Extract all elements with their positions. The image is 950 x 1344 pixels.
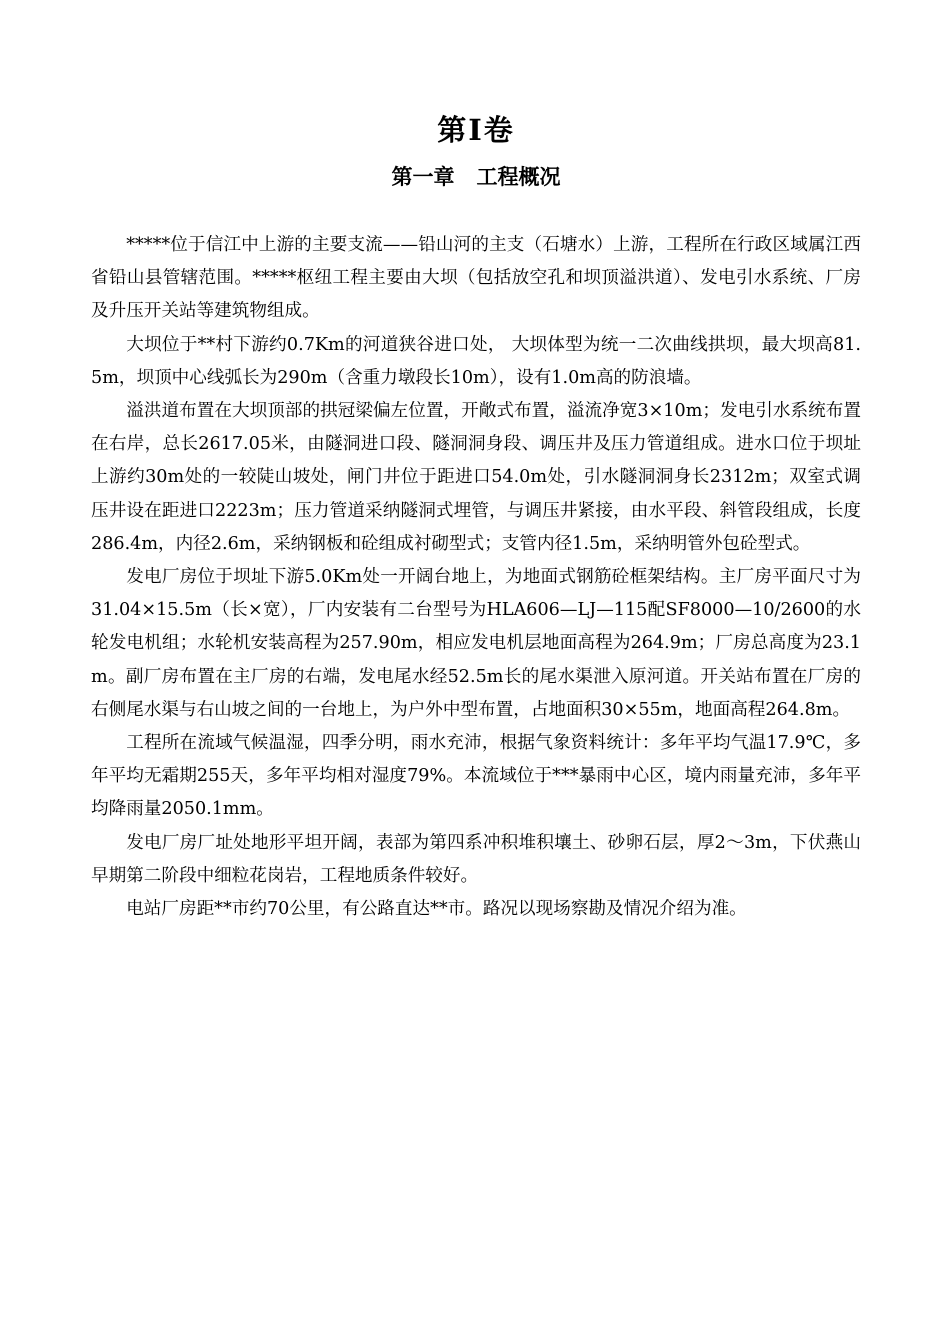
- document-body: [91, 229, 861, 926]
- paragraph-geology: 发电厂房厂址处地形平坦开阔，表部为第四系冲积堆积壤土、砂卵石层，厚2～3m，下伏燕山早期第二阶段中细粒花岗岩，工程地质条件较好。: [91, 832, 861, 886]
- paragraph-location: *****位于信江中上游的主要支流——铅山河的主支（石塘水）上游，工程所在行政区域属江西省铅山县管辖范围。*****枢纽工程主要由大坝（包括放空孔和坝顶溢洪道）、发电引水系统、厂房及升压开关站等建筑物组成。: [91, 235, 861, 322]
- paragraph-climate: 工程所在流域气候温湿，四季分明，雨水充沛，根据气象资料统计：多年平均气温17.9℃，多年平均无霜期255天，多年平均相对湿度79%。本流域位于***暴雨中心区，境内雨量充沛，多年平均降雨量2050.1mm。: [91, 733, 861, 820]
- paragraph-spillway-waterway: 溢洪道布置在大坝顶部的拱冠梁偏左位置，开敞式布置，溢流净宽3×10m；发电引水系统布置在右岸，总长2617.05米，由隧洞进口段、隧洞洞身段、调压井及压力管道组成。进水口位于坝址上游约30m处的一较陡山坡处，闸门井位于距进口54.0m处，引水隧洞洞身长2312m；双室式调压井设在距进口2223m；压力管道采纳隧洞式埋管，与调压井紧接，由水平段、斜管段组成，长度286.4m，内径2.6m，采纳钢板和砼组成衬砌型式；支管内径1.5m，采纳明管外包砼型式。: [91, 401, 861, 554]
- chapter-title: 第一章 工程概况: [391, 164, 561, 189]
- paragraph-transport: 电站厂房距**市约70公里，有公路直达**市。路况以现场察勘及情况介绍为准。: [126, 899, 747, 920]
- volume-title: 第Ⅰ卷: [437, 113, 515, 147]
- paragraph-dam: 大坝位于**村下游约0.7Km的河道狭谷进口处， 大坝体型为统一二次曲线拱坝，最大坝高81.5m，坝顶中心线弧长为290m（含重力墩段长10m），设有1.0m高的防浪墙。: [91, 334, 861, 388]
- paragraph-powerhouse: 发电厂房位于坝址下游5.0Km处一开阔台地上，为地面式钢筋砼框架结构。主厂房平面尺寸为31.04×15.5m（长×宽），厂内安装有二台型号为HLA606—LJ—115配SF8000—10/2600的水轮发电机组；水轮机安装高程为257.90m，相应发电机层地面高程为264.9m；厂房总高度为23.1m。副厂房布置在主厂房的右端，发电尾水经52.5m长的尾水渠泄入原河道。开关站布置在厂房的右侧尾水渠与右山坡之间的一台地上，为户外中型布置，占地面积30×55m，地面高程264.8m。: [91, 567, 861, 720]
